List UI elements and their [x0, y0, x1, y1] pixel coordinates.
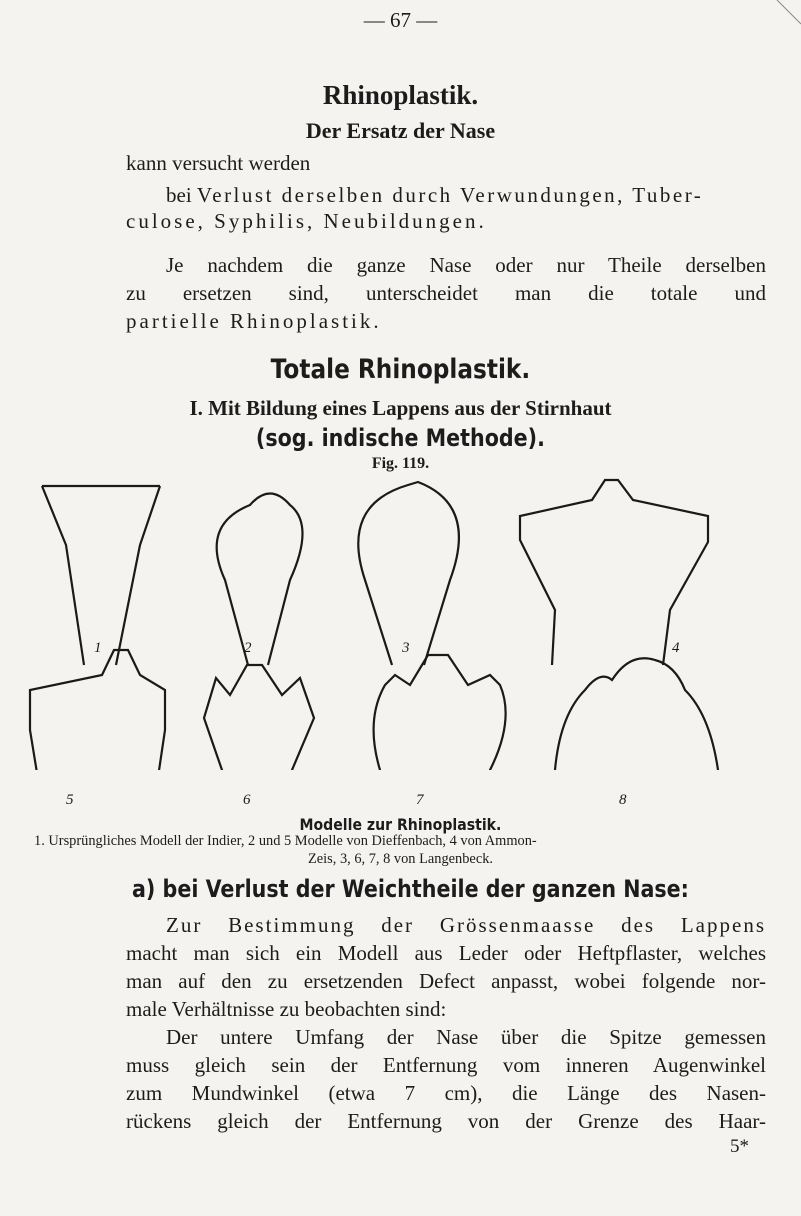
- section-a-line-3: man auf den zu ersetzenden Defect anpasst, wobei folgende nor-: [126, 969, 766, 993]
- model-number-8: 8: [619, 792, 627, 808]
- signature-mark: 5*: [730, 1136, 749, 1157]
- para1-line-2: zu ersetzen sind, unterscheidet man die totale und: [126, 281, 766, 305]
- section-a-line-5: Der untere Umfang der Nase über die Spitze gemessen: [166, 1025, 766, 1049]
- section-a-line-6: muss gleich sein der Entfernung vom inneren Augenwinkel: [126, 1053, 766, 1077]
- model-number-5: 5: [66, 792, 74, 808]
- page-title: Rhinoplastik.: [322, 80, 479, 110]
- figure-label: Fig. 119.: [371, 455, 430, 472]
- section-a-line-2: macht man sich ein Modell aus Leder oder Heftpflaster, welches: [126, 941, 766, 965]
- model-number-3: 3: [402, 640, 410, 656]
- subsection-line-1: I. Mit Bildung eines Lappens aus der Stirnhaut: [189, 396, 612, 420]
- section-a-line-4: male Verhältnisse zu beobachten sind:: [126, 997, 447, 1021]
- intro-line: kann versucht werden: [126, 151, 311, 175]
- model-number-6: 6: [243, 792, 251, 808]
- section-a-line-8: rückens gleich der Entfernung von der Grenze des Haar-: [126, 1109, 766, 1133]
- causes-line-1: [166, 182, 766, 208]
- section-heading: Totale Rhinoplastik.: [270, 354, 531, 385]
- causes-line-2: culose, Syphilis, Neubildungen.: [126, 209, 487, 233]
- figure-model-numbers: [0, 470, 801, 808]
- section-a-line-7: zum Mundwinkel (etwa 7 cm), die Länge des Nasen-: [126, 1081, 766, 1105]
- figure-caption-line-2: Zeis, 3, 6, 7, 8 von Langenbeck.: [307, 851, 494, 867]
- section-a-heading: a) bei Verlust der Weichtheile der ganzen Nase:: [132, 875, 689, 903]
- para1-line-1: Je nachdem die ganze Nase oder nur Theile derselben: [166, 253, 766, 277]
- causes-list-1: Verlust derselben durch Verwundungen, Tuber-: [196, 183, 704, 207]
- figure-caption-line-1: 1. Ursprüngliches Modell der Indier, 2 und 5 Modelle von Dieffenbach, 4 von Ammon-: [34, 833, 537, 849]
- subtitle: Der Ersatz der Nase: [305, 118, 496, 143]
- model-number-1: 1: [94, 640, 102, 656]
- subsection-line-2: (sog. indische Methode).: [255, 424, 545, 452]
- para1-line-3: partielle Rhinoplastik.: [126, 309, 382, 333]
- model-number-7: 7: [416, 792, 424, 808]
- model-number-2: 2: [244, 640, 252, 656]
- section-a-line-1: Zur Bestimmung der Grössenmaasse des Lappens: [166, 913, 766, 937]
- causes-pre: bei: [166, 183, 192, 207]
- page-number: — 67 —: [363, 8, 438, 32]
- page-corner-line: [771, 0, 801, 30]
- figure-caption-title: Modelle zur Rhinoplastik.: [299, 815, 502, 834]
- model-number-4: 4: [672, 640, 680, 656]
